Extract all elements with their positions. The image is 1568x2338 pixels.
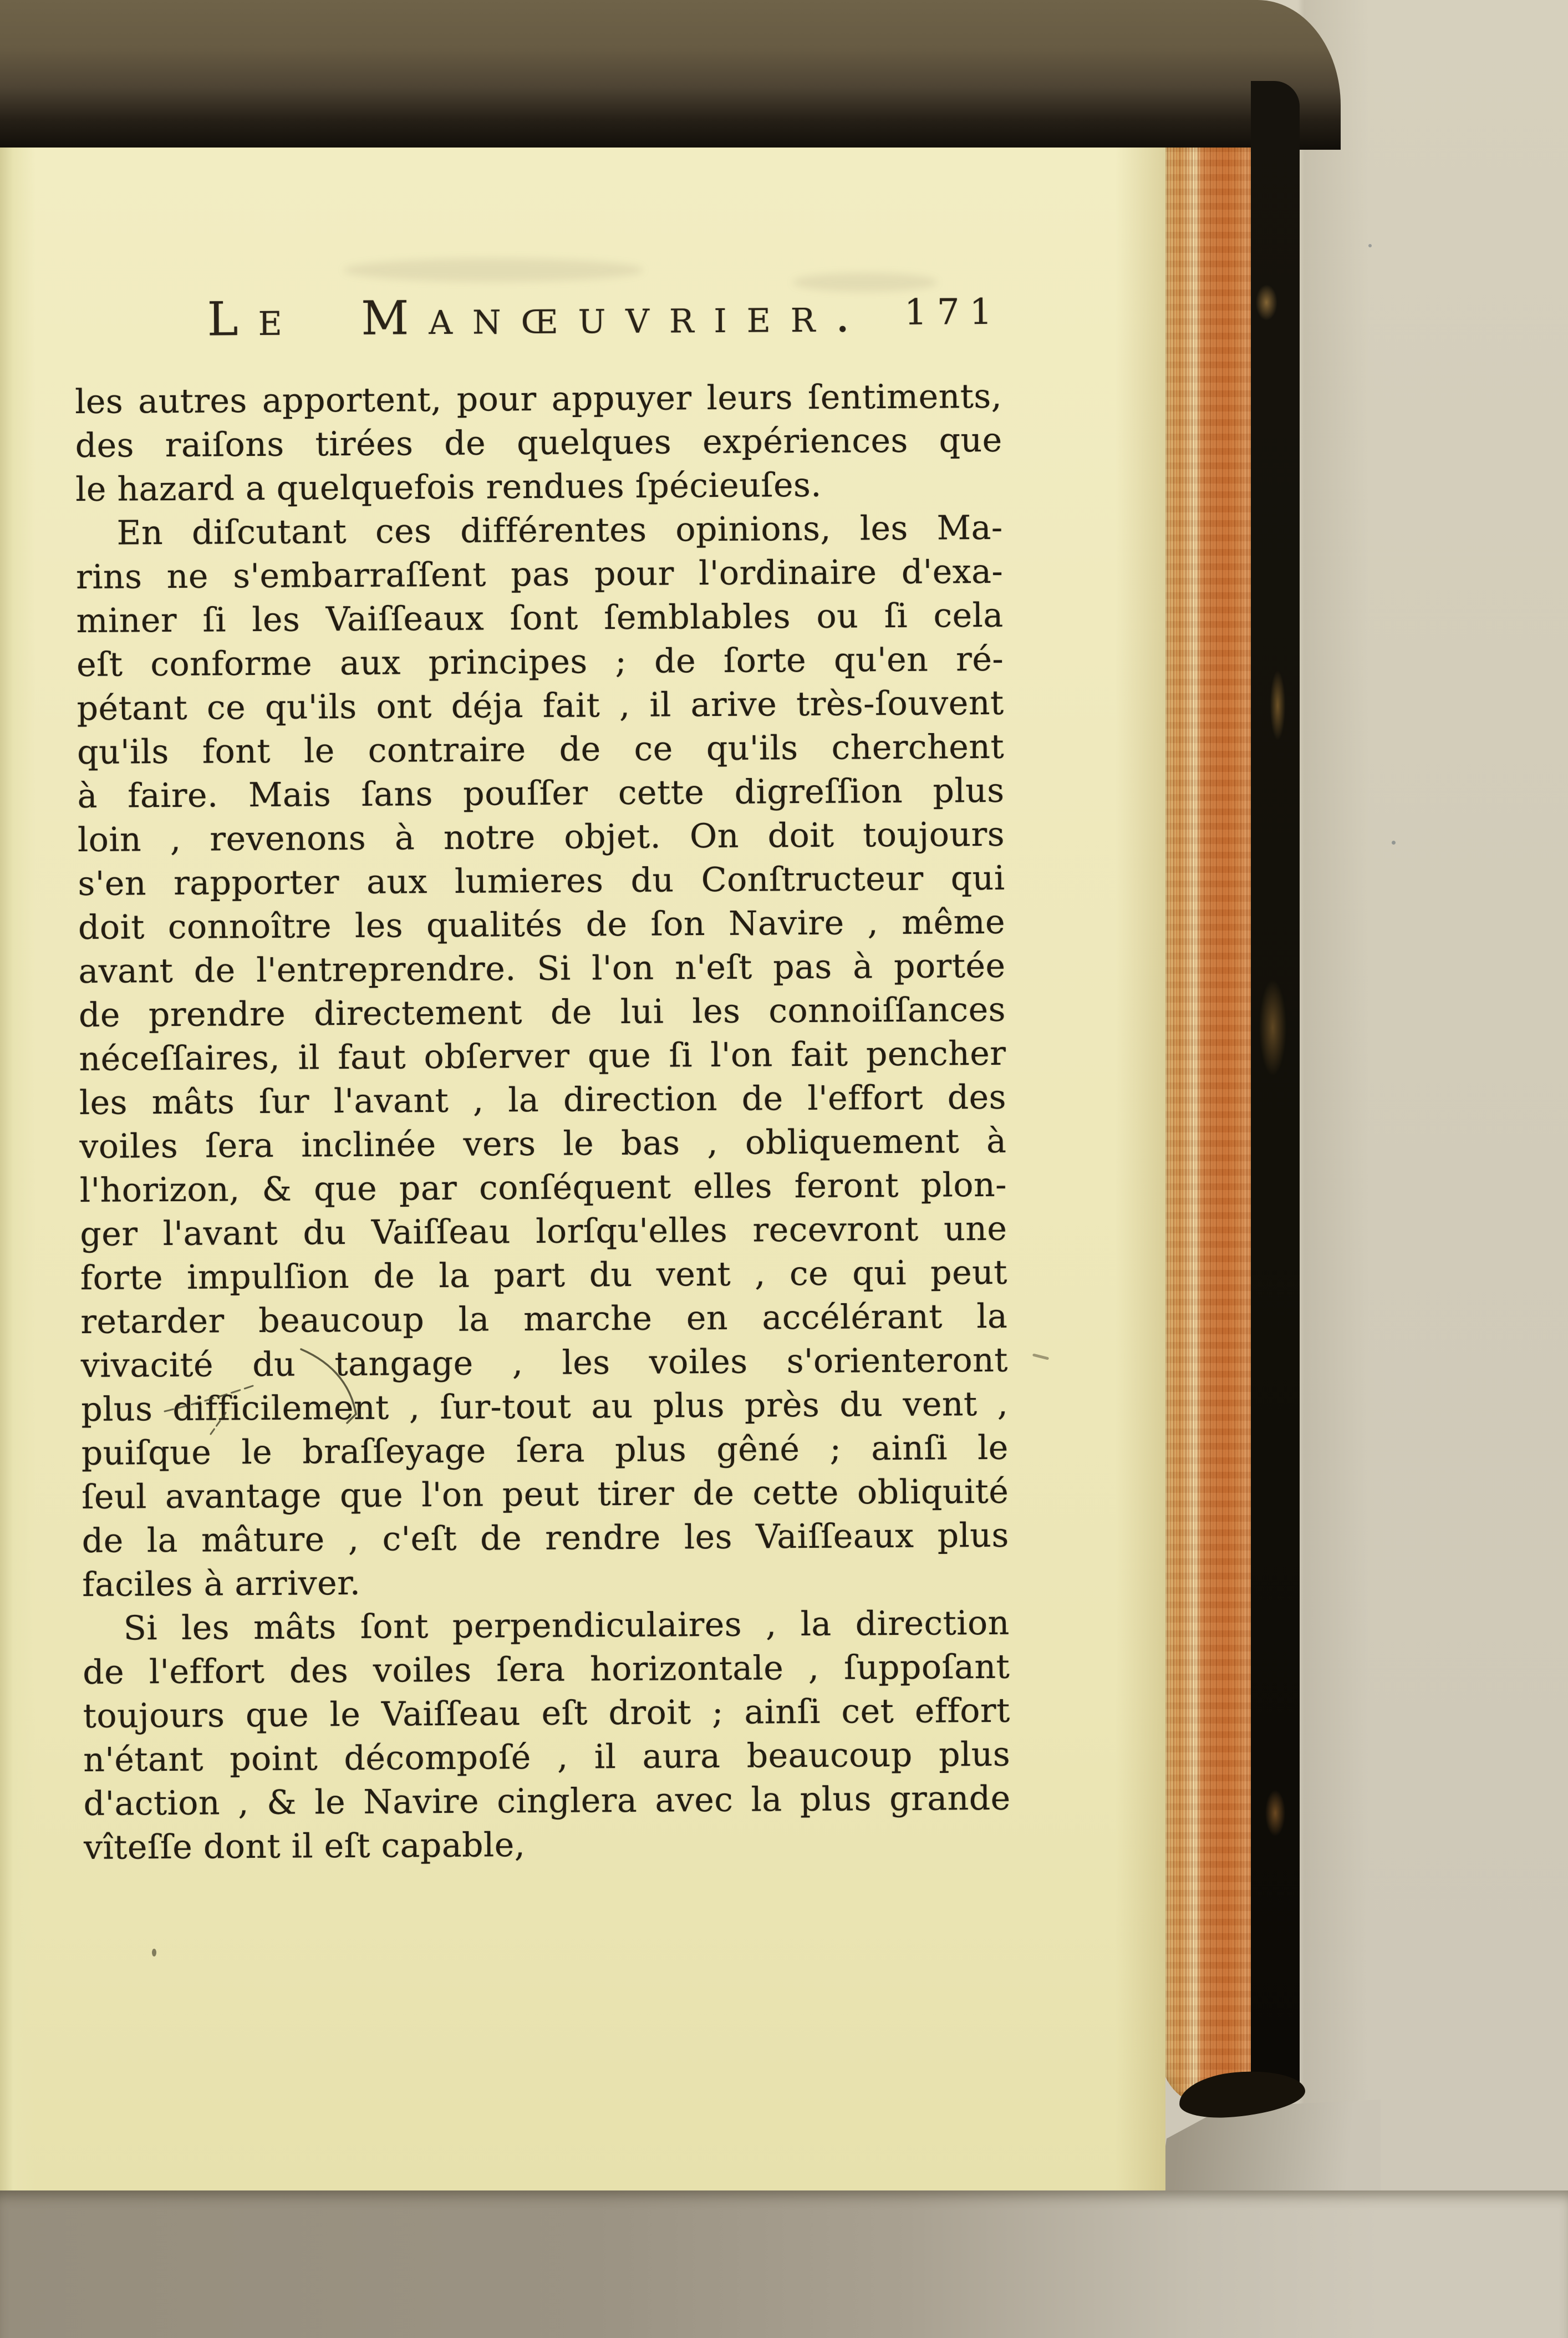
text-line: Si les mâts ſont perpendiculaires , la direction: [123, 1603, 1010, 1648]
book-cover-top-edge: [0, 0, 1341, 150]
text-line: ſeul avantage que l'on peut tirer de cette obliquité: [82, 1472, 1009, 1517]
text-line: doit connoître les qualités de ſon Navire , même: [78, 902, 1006, 947]
text-line: de la mâture , c'eſt de rendre les Vaiſſeaux plus: [82, 1516, 1009, 1561]
text-line: avant de l'entreprendre. Si l'on n'eſt pas à portée: [78, 946, 1006, 991]
text-line: retarder beaucoup la marche en accélérant la: [80, 1297, 1008, 1341]
text-line: puiſque le braſſeyage ſera plus gêné ; ainſi le: [81, 1428, 1009, 1473]
text-line: n'étant point décompoſé , il aura beaucoup plus: [83, 1735, 1011, 1780]
text-line: s'en rapporter aux lumieres du Conſtructeur qui: [78, 858, 1005, 903]
text-line: En diſcutant ces différentes opinions, les Ma-: [116, 508, 1003, 553]
paper-smudge: [793, 273, 937, 292]
text-line: d'action , & le Navire cinglera avec la plus grande: [83, 1778, 1011, 1823]
text-line: miner ſi les Vaiſſeaux ſont ſemblables ou ſi cela: [76, 596, 1004, 641]
book-fore-edge-pages: [1161, 148, 1254, 2106]
running-head: [75, 284, 1002, 362]
text-line: les autres apportent, pour appuyer leurs ſentiments,: [75, 377, 1002, 421]
text-line: de l'effort des voiles ſera horizontale , ſuppoſant: [83, 1647, 1010, 1692]
text-line: l'horizon, & que par conſéquent elles feront plon-: [79, 1165, 1007, 1210]
text-line: les mâts ſur l'avant , la direction de l'effort des: [79, 1077, 1007, 1122]
text-line: ger l'avant du Vaiſſeau lorſqu'elles recevront une: [80, 1209, 1007, 1254]
text-line: toujours que le Vaiſſeau eſt droit ; ainſi cet effort: [83, 1691, 1010, 1736]
text-line: vivacité du tangage , les voiles s'orienteront: [80, 1340, 1009, 1385]
text-line: à faire. Mais ſans pouſſer cette digreſſion plus: [77, 771, 1005, 816]
margin-mark: [1032, 1353, 1049, 1360]
text-line: loin , revenons à notre objet. On doit toujours: [77, 815, 1005, 860]
ink-speck: [152, 1949, 156, 1956]
dust-speck: [1392, 841, 1396, 845]
page-title: Le Manœuvrier.: [207, 288, 870, 347]
text-line: néceſſaires, il faut obſerver que ſi l'on fait pencher: [79, 1034, 1006, 1079]
body-text: [75, 375, 1011, 1870]
table-surface-shadow: [0, 2190, 1568, 2338]
text-line: le hazard a quelquefois rendues ſpécieuſes.: [75, 465, 822, 509]
book-page: [0, 148, 1165, 2193]
page-number: 171: [904, 291, 1002, 333]
text-line: faciles à arriver.: [82, 1563, 361, 1604]
text-line: qu'ils font le contraire de ce qu'ils cherchent: [77, 727, 1005, 772]
text-line: vîteſſe dont il eſt capable,: [83, 1826, 526, 1867]
text-line: eſt conforme aux principes ; de ſorte qu'en ré-: [76, 639, 1004, 684]
text-line: rins ne s'embarraſſent pas pour l'ordinaire d'exa-: [75, 552, 1004, 597]
text-line: pétant ce qu'ils ont déja fait , il arive très-ſouvent: [77, 683, 1004, 728]
text-line: forte impulſion de la part du vent , ce qui peut: [80, 1253, 1008, 1298]
text-line: plus difficilement , ſur-tout au plus près du vent ,: [81, 1384, 1009, 1429]
book-cover-right-edge: [1251, 81, 1300, 2095]
text-line: de prendre directement de lui les connoiſſances: [78, 990, 1006, 1035]
paper-smudge: [344, 258, 643, 282]
text-line: des raiſons tirées de quelques expériences que: [75, 420, 1002, 465]
dust-speck: [1368, 244, 1372, 247]
text-line: voiles ſera inclinée vers le bas , obliquement à: [79, 1121, 1007, 1166]
